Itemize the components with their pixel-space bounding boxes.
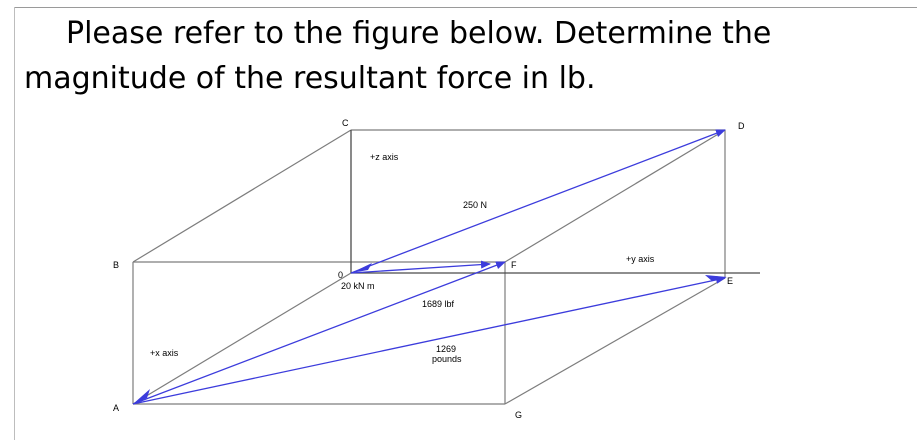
- force-1689lbf-vector: [133, 262, 505, 404]
- point-label-O: 0: [338, 270, 344, 280]
- point-label-D: D: [738, 121, 745, 131]
- point-label-E: E: [727, 276, 734, 286]
- point-label-G: G: [515, 410, 523, 420]
- force-250N-label: 250 N: [463, 200, 488, 210]
- force-250N-vector: [351, 130, 725, 273]
- z-axis-label: +z axis: [370, 152, 399, 162]
- point-label-C: C: [342, 118, 349, 128]
- point-label-B: B: [113, 260, 120, 270]
- force-1689lbf-label: 1689 lbf: [422, 299, 455, 309]
- y-axis-label: +y axis: [626, 254, 655, 264]
- edge-B-C: [133, 130, 351, 262]
- moment-label: 20 kN m: [341, 281, 375, 291]
- edge-A-O: [133, 273, 351, 404]
- force-1269lb-vector: [133, 278, 725, 404]
- edge-G-E: [505, 278, 725, 404]
- x-axis-label: +x axis: [150, 348, 179, 358]
- point-label-A: A: [113, 403, 120, 413]
- question-line-1: Please refer to the figure below. Determine the: [66, 16, 772, 51]
- edge-F-D: [505, 130, 725, 262]
- force-1269-label-line2: pounds: [432, 354, 462, 364]
- force-1269-label-line1: 1269: [436, 344, 457, 354]
- point-label-F: F: [511, 260, 517, 270]
- question-line-2: magnitude of the resultant force in lb.: [24, 61, 596, 96]
